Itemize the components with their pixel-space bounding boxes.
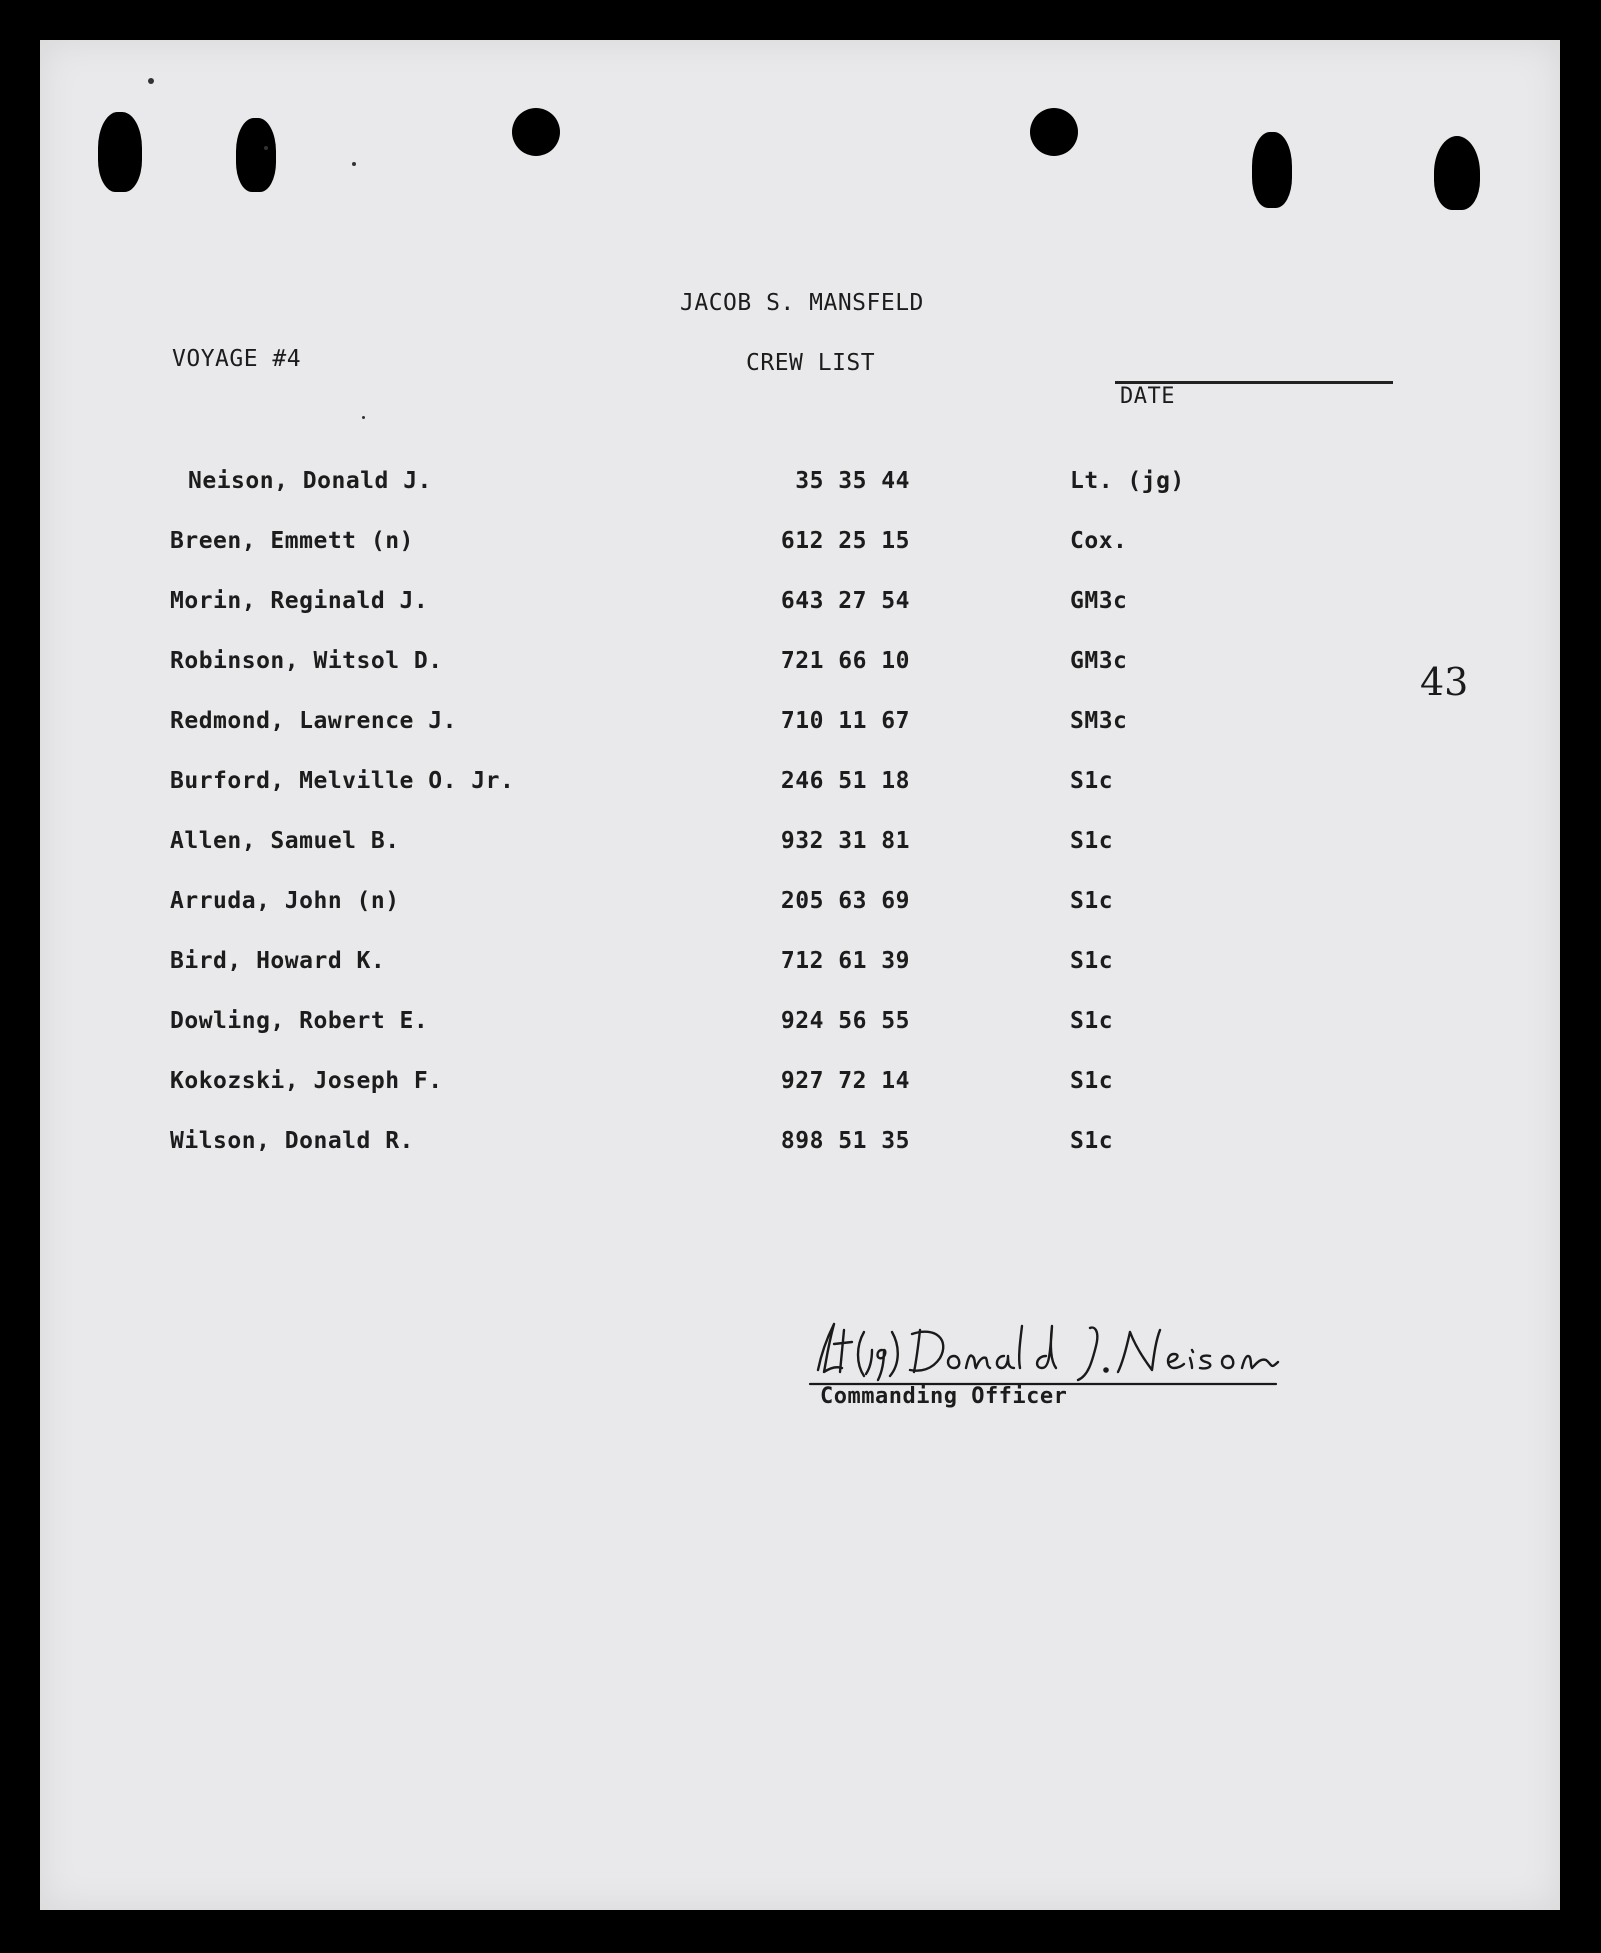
punch-hole	[1434, 136, 1480, 210]
vessel-name: JACOB S. MANSFELD	[680, 290, 924, 316]
paper-speck	[264, 146, 268, 150]
crew-name: Kokozski, Joseph F.	[170, 1068, 443, 1094]
crew-row	[40, 888, 1560, 928]
crew-row	[40, 648, 1560, 688]
crew-row	[40, 768, 1560, 808]
service-number: 35 35 44	[795, 468, 910, 494]
service-number: 932 31 81	[780, 828, 910, 854]
punch-hole	[98, 112, 142, 192]
page-number: 43	[1420, 660, 1469, 704]
crew-rate: Lt. (jg)	[1070, 468, 1185, 494]
crew-row	[40, 468, 1560, 508]
crew-name: Allen, Samuel B.	[170, 828, 400, 854]
punch-hole	[236, 118, 276, 192]
crew-row	[40, 528, 1560, 568]
service-number: 710 11 67	[780, 708, 910, 734]
crew-name: Bird, Howard K.	[170, 948, 386, 974]
service-number: 643 27 54	[780, 588, 910, 614]
crew-row	[40, 1128, 1560, 1168]
crew-rate: S1c	[1070, 1128, 1114, 1154]
crew-row	[40, 1008, 1560, 1048]
service-number: 924 56 55	[780, 1008, 910, 1034]
service-number: 612 25 15	[780, 528, 910, 554]
crew-rate: S1c	[1070, 888, 1114, 914]
crew-row	[40, 708, 1560, 748]
service-number: 898 51 35	[780, 1128, 910, 1154]
crew-list-title: CREW LIST	[746, 350, 876, 376]
service-number: 712 61 39	[780, 948, 910, 974]
crew-name: Burford, Melville O. Jr.	[170, 768, 515, 794]
crew-rate: GM3c	[1070, 648, 1128, 674]
service-number: 721 66 10	[780, 648, 910, 674]
crew-rate: GM3c	[1070, 588, 1128, 614]
crew-rate: S1c	[1070, 1068, 1114, 1094]
crew-row	[40, 1068, 1560, 1108]
crew-rate: S1c	[1070, 768, 1114, 794]
service-number: 927 72 14	[780, 1068, 910, 1094]
crew-name: Robinson, Witsol D.	[170, 648, 443, 674]
crew-rate: S1c	[1070, 948, 1114, 974]
paper-speck	[148, 78, 154, 84]
crew-name: Wilson, Donald R.	[170, 1128, 414, 1154]
service-number: 246 51 18	[780, 768, 910, 794]
crew-name: Neison, Donald J.	[188, 468, 432, 494]
punch-hole	[1252, 132, 1292, 208]
signature-title: Commanding Officer	[820, 1384, 1068, 1409]
paper-speck	[362, 416, 365, 419]
voyage-label: VOYAGE #4	[172, 346, 302, 372]
document-sheet	[40, 40, 1560, 1910]
punch-hole	[1030, 108, 1078, 156]
crew-rate: SM3c	[1070, 708, 1128, 734]
crew-row	[40, 828, 1560, 868]
crew-name: Breen, Emmett (n)	[170, 528, 414, 554]
crew-row	[40, 588, 1560, 628]
paper-speck	[352, 162, 356, 166]
crew-name: Redmond, Lawrence J.	[170, 708, 457, 734]
crew-rate: Cox.	[1070, 528, 1128, 554]
service-number: 205 63 69	[780, 888, 910, 914]
crew-name: Arruda, John (n)	[170, 888, 400, 914]
punch-hole	[512, 108, 560, 156]
crew-rate: S1c	[1070, 828, 1114, 854]
crew-rate: S1c	[1070, 1008, 1114, 1034]
crew-row	[40, 948, 1560, 988]
date-label: DATE	[1120, 384, 1175, 409]
crew-name: Dowling, Robert E.	[170, 1008, 429, 1034]
crew-name: Morin, Reginald J.	[170, 588, 429, 614]
